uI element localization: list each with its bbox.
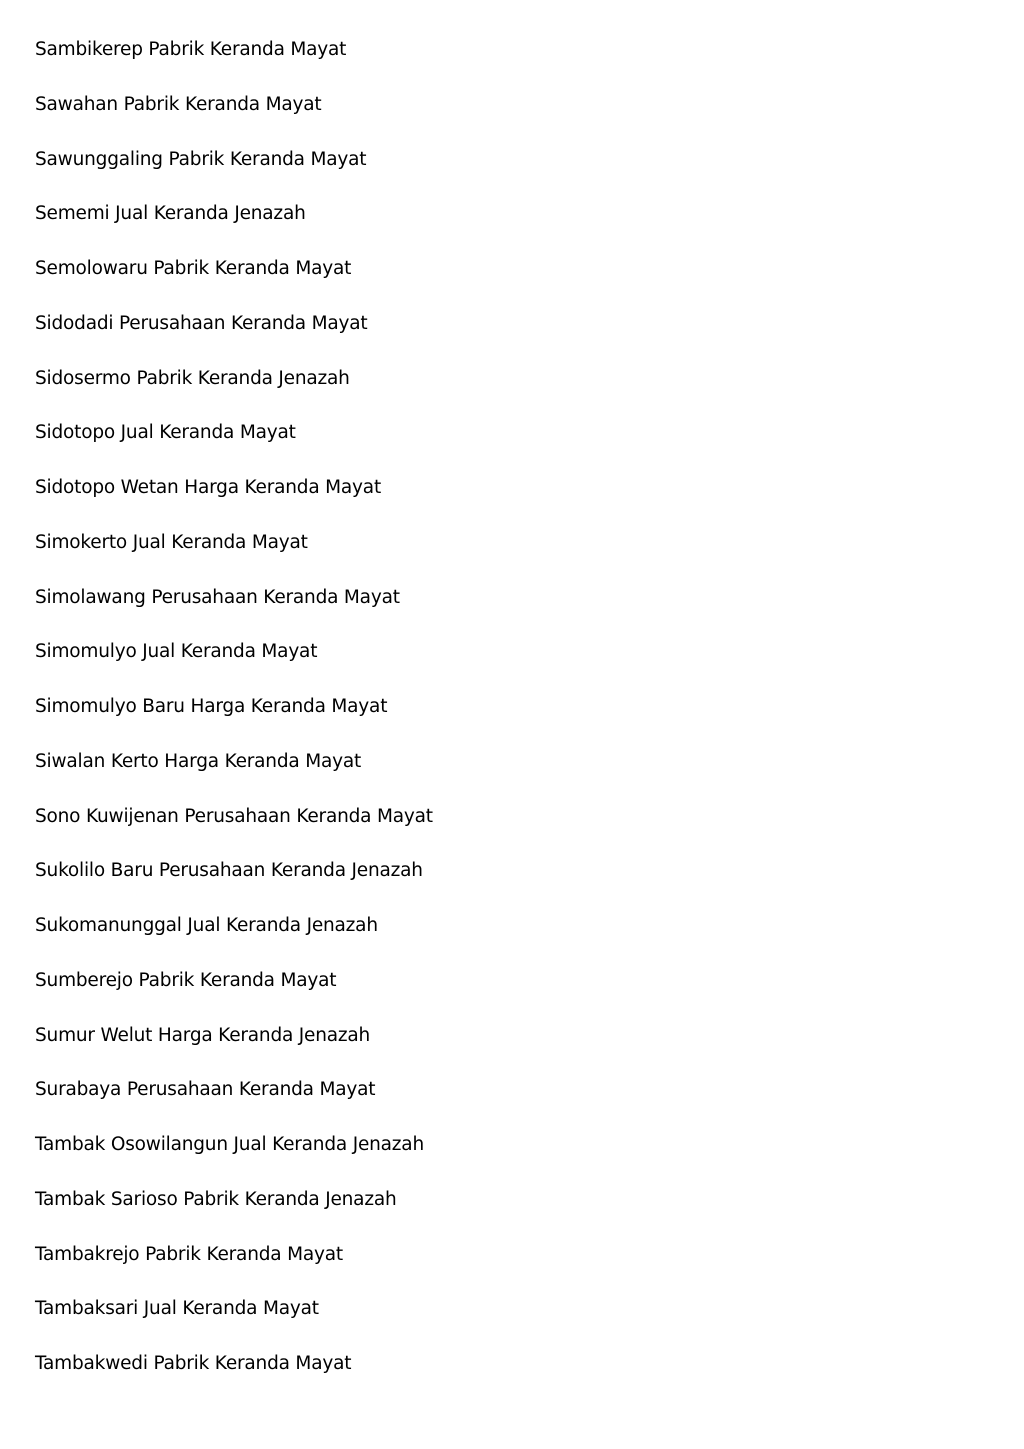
location-list [35,36,433,1405]
list-item: Sidotopo Wetan Harga Keranda Mayat [35,477,381,498]
list-item: Sumur Welut Harga Keranda Jenazah [35,1024,371,1046]
list-item: Simolawang Perusahaan Keranda Mayat [35,586,400,608]
list-item: Simomulyo Baru Harga Keranda Mayat [35,696,388,717]
list-item: Sawahan Pabrik Keranda Mayat [35,93,322,115]
list-item: Tambak Sarioso Pabrik Keranda Jenazah [35,1188,397,1210]
list-item: Sidodadi Perusahaan Keranda Mayat [35,312,368,334]
list-item: Sawunggaling Pabrik Keranda Mayat [35,148,367,170]
list-item: Sambikerep Pabrik Keranda Mayat [35,39,347,60]
list-item: Sukolilo Baru Perusahaan Keranda Jenazah [35,860,423,882]
list-item: Simomulyo Jual Keranda Mayat [35,641,318,663]
list-item: Siwalan Kerto Harga Keranda Mayat [35,750,362,772]
list-item: Sememi Jual Keranda Jenazah [35,203,306,225]
list-item: Tambakwedi Pabrik Keranda Mayat [35,1353,352,1374]
list-item: Sukomanunggal Jual Keranda Jenazah [35,915,378,936]
list-item: Tambak Osowilangun Jual Keranda Jenazah [35,1134,424,1155]
list-item: Sidotopo Jual Keranda Mayat [35,422,296,444]
list-item: Sidosermo Pabrik Keranda Jenazah [35,367,350,389]
list-item: Simokerto Jual Keranda Mayat [35,531,308,553]
list-item: Semolowaru Pabrik Keranda Mayat [35,258,352,279]
list-item: Surabaya Perusahaan Keranda Mayat [35,1079,376,1101]
list-item: Sumberejo Pabrik Keranda Mayat [35,969,337,991]
list-item: Tambaksari Jual Keranda Mayat [35,1298,319,1320]
list-item: Tambakrejo Pabrik Keranda Mayat [35,1243,343,1265]
list-item: Sono Kuwijenan Perusahaan Keranda Mayat [35,805,433,827]
